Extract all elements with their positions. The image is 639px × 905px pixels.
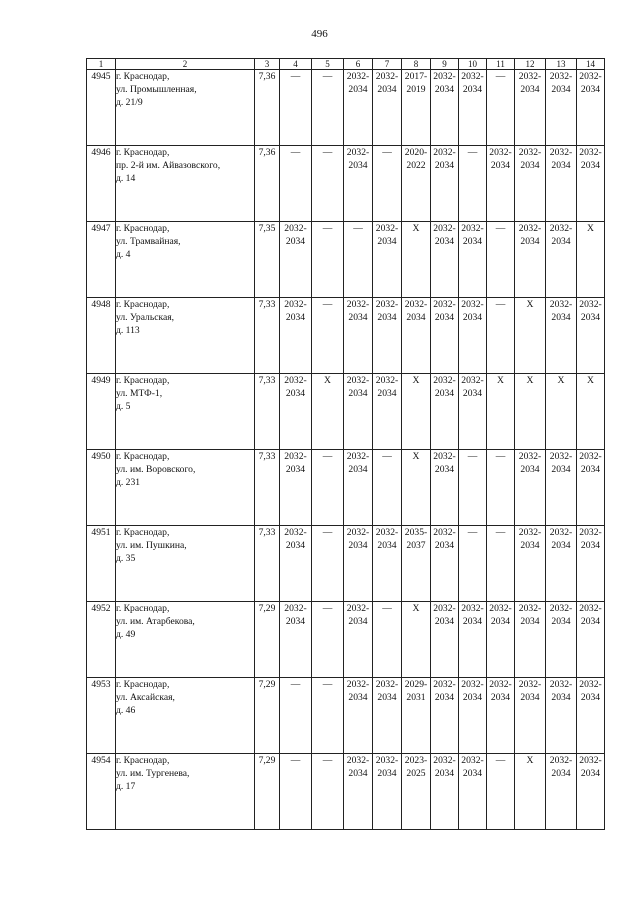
table-row <box>87 678 605 754</box>
period-cell: 2032- 2034 <box>546 146 577 222</box>
period-cell: — <box>312 526 344 602</box>
score-cell: 7,33 <box>255 374 280 450</box>
column-header: 6 <box>344 59 373 70</box>
period-cell: X <box>402 222 431 298</box>
address-line: г. Краснодар, <box>116 527 170 538</box>
address-line: д. 5 <box>116 401 131 412</box>
period-cell: — <box>312 602 344 678</box>
period-cell: 2032- 2034 <box>431 526 459 602</box>
period-cell: 2032- 2034 <box>431 222 459 298</box>
period-cell: — <box>344 222 373 298</box>
address-line: г. Краснодар, <box>116 755 170 766</box>
column-header: 10 <box>459 59 487 70</box>
period-cell: — <box>312 70 344 146</box>
period-cell: — <box>312 678 344 754</box>
column-header: 8 <box>402 59 431 70</box>
period-cell: 2032- 2034 <box>459 754 487 830</box>
period-cell: 2032- 2034 <box>344 450 373 526</box>
address-line: г. Краснодар, <box>116 71 170 82</box>
table-row <box>87 602 605 678</box>
period-cell: 2032- 2034 <box>515 222 546 298</box>
period-cell: 2032- 2034 <box>431 70 459 146</box>
period-cell: X <box>515 754 546 830</box>
period-cell: 2032- 2034 <box>280 374 312 450</box>
period-cell: 2032- 2034 <box>577 678 605 754</box>
row-number: 4954 <box>87 754 116 830</box>
period-cell: 2032- 2034 <box>546 526 577 602</box>
column-header: 11 <box>487 59 515 70</box>
column-header: 4 <box>280 59 312 70</box>
period-cell: 2032- 2034 <box>344 678 373 754</box>
period-cell: — <box>459 450 487 526</box>
row-number: 4945 <box>87 70 116 146</box>
table-row <box>87 526 605 602</box>
period-cell: X <box>546 374 577 450</box>
period-cell: — <box>487 70 515 146</box>
row-number: 4951 <box>87 526 116 602</box>
period-cell: X <box>577 222 605 298</box>
period-cell: 2032- 2034 <box>487 602 515 678</box>
period-cell: 2032- 2034 <box>344 754 373 830</box>
period-cell: 2032- 2034 <box>280 450 312 526</box>
period-cell: 2032- 2034 <box>515 70 546 146</box>
column-header: 9 <box>431 59 459 70</box>
address-cell <box>116 526 255 602</box>
table-row <box>87 450 605 526</box>
table-row <box>87 222 605 298</box>
column-header: 2 <box>116 59 255 70</box>
period-cell: 2032- 2034 <box>577 602 605 678</box>
period-cell: 2032- 2034 <box>546 450 577 526</box>
period-cell: — <box>487 754 515 830</box>
address-cell <box>116 450 255 526</box>
address-line: ул. Аксайская, <box>116 692 175 703</box>
address-cell <box>116 374 255 450</box>
address-line: ул. Уральская, <box>116 312 175 323</box>
period-cell: 2032- 2034 <box>546 678 577 754</box>
period-cell: — <box>280 146 312 222</box>
period-cell: — <box>487 298 515 374</box>
address-cell <box>116 146 255 222</box>
address-line: д. 17 <box>116 781 136 792</box>
period-cell: 2032- 2034 <box>459 602 487 678</box>
period-cell: — <box>459 526 487 602</box>
period-cell: 2032- 2034 <box>515 678 546 754</box>
row-number: 4948 <box>87 298 116 374</box>
address-cell <box>116 754 255 830</box>
period-cell: 2032- 2034 <box>280 298 312 374</box>
column-header: 12 <box>515 59 546 70</box>
period-cell: 2032- 2034 <box>344 298 373 374</box>
period-cell: 2032- 2034 <box>577 526 605 602</box>
address-line: ул. Трамвайная, <box>116 236 181 247</box>
table-row <box>87 70 605 146</box>
period-cell: 2032- 2034 <box>459 298 487 374</box>
address-cell <box>116 602 255 678</box>
period-cell: — <box>312 450 344 526</box>
column-header: 3 <box>255 59 280 70</box>
address-line: г. Краснодар, <box>116 451 170 462</box>
period-cell: — <box>280 678 312 754</box>
period-cell: X <box>402 450 431 526</box>
period-cell: 2032- 2034 <box>515 450 546 526</box>
period-cell: 2032- 2034 <box>577 754 605 830</box>
score-cell: 7,36 <box>255 70 280 146</box>
period-cell: — <box>373 602 402 678</box>
period-cell: 2032- 2034 <box>577 146 605 222</box>
address-cell <box>116 678 255 754</box>
period-cell: 2020- 2022 <box>402 146 431 222</box>
period-cell: 2032- 2034 <box>373 754 402 830</box>
period-cell: 2032- 2034 <box>373 526 402 602</box>
period-cell: 2032- 2034 <box>459 374 487 450</box>
score-cell: 7,29 <box>255 678 280 754</box>
registry-table <box>86 58 605 830</box>
score-cell: 7,33 <box>255 450 280 526</box>
period-cell: 2032- 2034 <box>515 526 546 602</box>
period-cell: X <box>487 374 515 450</box>
period-cell: — <box>312 222 344 298</box>
column-header: 1 <box>87 59 116 70</box>
period-cell: 2032- 2034 <box>373 222 402 298</box>
address-line: г. Краснодар, <box>116 603 170 614</box>
period-cell: 2029- 2031 <box>402 678 431 754</box>
row-number: 4953 <box>87 678 116 754</box>
period-cell: 2032- 2034 <box>431 754 459 830</box>
period-cell: 2032- 2034 <box>487 146 515 222</box>
period-cell: 2032- 2034 <box>402 298 431 374</box>
period-cell: 2032- 2034 <box>546 222 577 298</box>
period-cell: 2032- 2034 <box>431 678 459 754</box>
period-cell: 2032- 2034 <box>373 70 402 146</box>
period-cell: 2032- 2034 <box>373 678 402 754</box>
period-cell: 2032- 2034 <box>431 602 459 678</box>
period-cell: 2032- 2034 <box>459 678 487 754</box>
period-cell: — <box>487 222 515 298</box>
address-line: д. 49 <box>116 629 136 640</box>
address-line: г. Краснодар, <box>116 147 170 158</box>
period-cell: 2032- 2034 <box>515 146 546 222</box>
period-cell: 2032- 2034 <box>344 146 373 222</box>
address-line: д. 231 <box>116 477 141 488</box>
period-cell: 2023- 2025 <box>402 754 431 830</box>
period-cell: 2032- 2034 <box>577 298 605 374</box>
period-cell: 2032- 2034 <box>344 602 373 678</box>
period-cell: X <box>577 374 605 450</box>
period-cell: 2032- 2034 <box>459 70 487 146</box>
period-cell: 2032- 2034 <box>344 374 373 450</box>
address-line: д. 113 <box>116 325 140 336</box>
period-cell: 2032- 2034 <box>546 70 577 146</box>
period-cell: 2032- 2034 <box>459 222 487 298</box>
row-number: 4949 <box>87 374 116 450</box>
score-cell: 7,29 <box>255 754 280 830</box>
address-line: г. Краснодар, <box>116 223 170 234</box>
table-row <box>87 298 605 374</box>
score-cell: 7,29 <box>255 602 280 678</box>
period-cell: X <box>515 374 546 450</box>
period-cell: 2032- 2034 <box>431 374 459 450</box>
period-cell: — <box>373 146 402 222</box>
address-cell <box>116 222 255 298</box>
table-row <box>87 754 605 830</box>
score-cell: 7,36 <box>255 146 280 222</box>
column-header: 14 <box>577 59 605 70</box>
period-cell: 2032- 2034 <box>431 146 459 222</box>
row-number: 4947 <box>87 222 116 298</box>
period-cell: 2032- 2034 <box>577 70 605 146</box>
period-cell: 2032- 2034 <box>546 298 577 374</box>
table-row <box>87 374 605 450</box>
period-cell: 2032- 2034 <box>344 526 373 602</box>
address-line: д. 21/9 <box>116 97 143 108</box>
period-cell: — <box>373 450 402 526</box>
period-cell: 2035- 2037 <box>402 526 431 602</box>
period-cell: 2032- 2034 <box>546 754 577 830</box>
period-cell: 2032- 2034 <box>431 450 459 526</box>
address-line: ул. им. Тургенева, <box>116 768 190 779</box>
address-line: ул. им. Пушкина, <box>116 540 187 551</box>
address-line: г. Краснодар, <box>116 299 170 310</box>
period-cell: 2032- 2034 <box>431 298 459 374</box>
period-cell: 2032- 2034 <box>280 602 312 678</box>
score-cell: 7,35 <box>255 222 280 298</box>
address-line: ул. Промышленная, <box>116 84 197 95</box>
score-cell: 7,33 <box>255 298 280 374</box>
address-line: ул. им. Воровского, <box>116 464 196 475</box>
period-cell: — <box>459 146 487 222</box>
period-cell: X <box>402 374 431 450</box>
period-cell: 2032- 2034 <box>577 450 605 526</box>
column-header: 13 <box>546 59 577 70</box>
row-number: 4946 <box>87 146 116 222</box>
row-number: 4952 <box>87 602 116 678</box>
period-cell: 2032- 2034 <box>280 526 312 602</box>
period-cell: 2032- 2034 <box>344 70 373 146</box>
period-cell: — <box>487 450 515 526</box>
period-cell: 2032- 2034 <box>546 602 577 678</box>
period-cell: — <box>312 754 344 830</box>
score-cell: 7,33 <box>255 526 280 602</box>
period-cell: X <box>515 298 546 374</box>
address-cell <box>116 298 255 374</box>
address-line: д. 46 <box>116 705 136 716</box>
period-cell: 2032- 2034 <box>373 298 402 374</box>
address-cell <box>116 70 255 146</box>
address-line: ул. им. Атарбекова, <box>116 616 195 627</box>
period-cell: X <box>312 374 344 450</box>
period-cell: — <box>312 298 344 374</box>
column-header: 7 <box>373 59 402 70</box>
address-line: г. Краснодар, <box>116 375 170 386</box>
period-cell: X <box>402 602 431 678</box>
period-cell: — <box>487 526 515 602</box>
period-cell: 2032- 2034 <box>515 602 546 678</box>
address-line: д. 4 <box>116 249 131 260</box>
address-line: д. 35 <box>116 553 136 564</box>
period-cell: 2032- 2034 <box>280 222 312 298</box>
address-line: ул. МТФ-1, <box>116 388 163 399</box>
period-cell: 2032- 2034 <box>373 374 402 450</box>
period-cell: — <box>280 70 312 146</box>
column-header: 5 <box>312 59 344 70</box>
row-number: 4950 <box>87 450 116 526</box>
period-cell: 2017- 2019 <box>402 70 431 146</box>
address-line: пр. 2-й им. Айвазовского, <box>116 160 221 171</box>
address-line: д. 14 <box>116 173 136 184</box>
header-row <box>87 59 605 70</box>
address-line: г. Краснодар, <box>116 679 170 690</box>
period-cell: — <box>312 146 344 222</box>
period-cell: — <box>280 754 312 830</box>
period-cell: 2032- 2034 <box>487 678 515 754</box>
page-number: 496 <box>311 28 328 40</box>
table-row <box>87 146 605 222</box>
